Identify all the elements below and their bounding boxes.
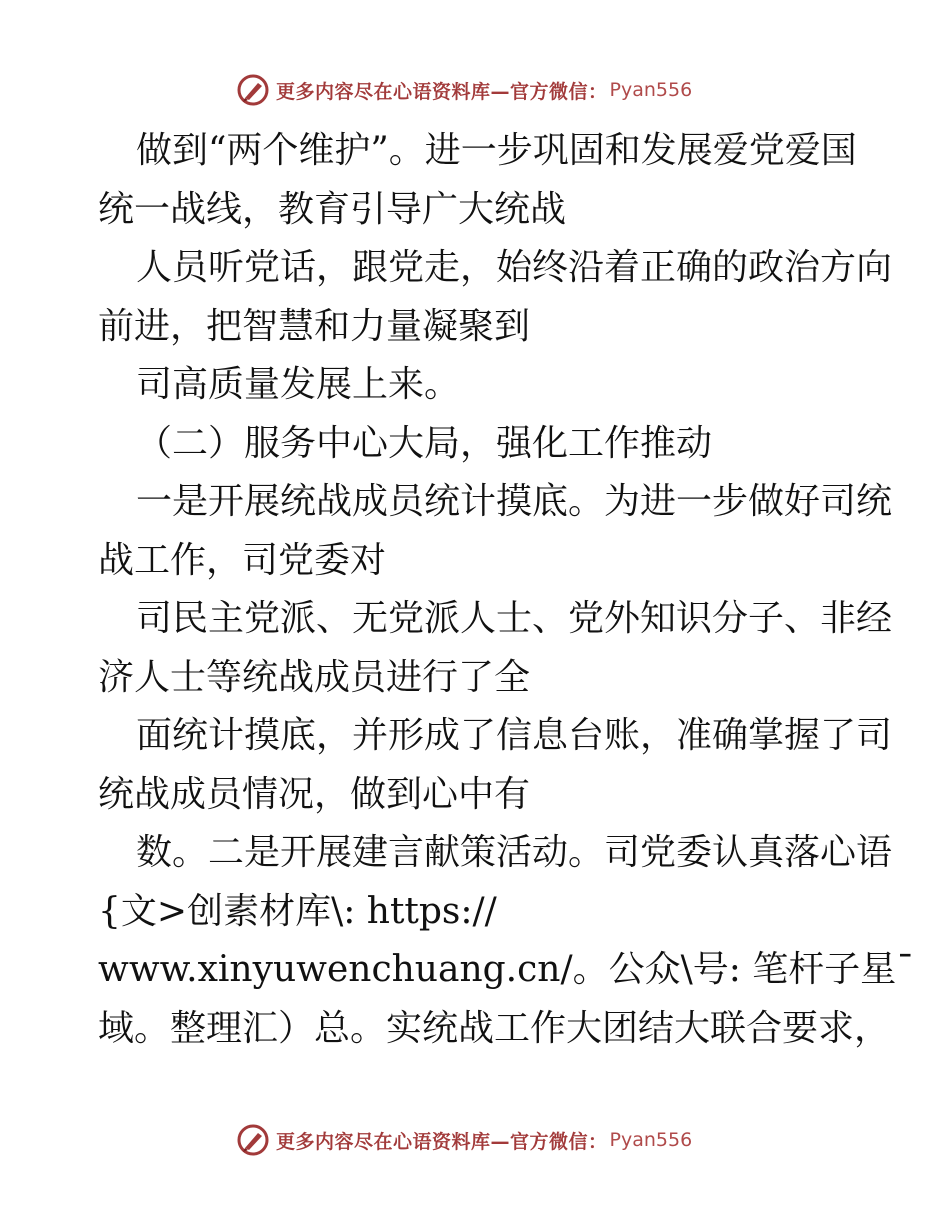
- body-line: 统战成员情况，做到心中有: [98, 773, 531, 815]
- watermark-wechat-id: Pyan556: [609, 1129, 693, 1151]
- watermark-banner-top: [236, 72, 692, 108]
- body-line: 战工作，司党委对: [98, 539, 387, 581]
- pen-logo-icon: [236, 73, 270, 107]
- section-heading: （二）服务中心大局，强化工作推动: [136, 422, 713, 464]
- body-line: 面统计摸底，并形成了信息台账，准确掌握了司: [136, 715, 893, 756]
- body-line: 做到“两个维护”。进一步巩固和发展爱党爱国: [136, 130, 857, 171]
- body-line: 司高质量发展上来。: [136, 364, 461, 405]
- watermark-brand-text: 更多内容尽在心语资料库—官方微信：: [276, 1130, 608, 1153]
- body-line: {文>创素材库\: https://: [98, 890, 497, 932]
- document-body: [98, 122, 915, 1058]
- body-line: 一是开展统战成员统计摸底。为进一步做好司统: [136, 481, 893, 522]
- body-line: 司民主党派、无党派人士、党外知识分子、非经: [136, 598, 893, 639]
- body-line: 数。二是开展建言献策活动。司党委认真落心语: [136, 832, 893, 873]
- pen-logo-icon: [236, 1123, 270, 1157]
- watermark-brand-text: 更多内容尽在心语资料库—官方微信：: [276, 80, 608, 103]
- watermark-banner-bottom: [236, 1122, 692, 1158]
- body-line: 前进，把智慧和力量凝聚到: [98, 305, 531, 347]
- body-line: 济人士等统战成员进行了全: [98, 656, 531, 698]
- body-line: 统一战线，教育引导广大统战: [98, 188, 567, 230]
- body-line: www.xinyuwenchuang.cn/。公众\号: 笔杆子星¯: [98, 949, 915, 990]
- body-line: 域。整理汇）总。实统战工作大团结大联合要求，: [98, 1007, 891, 1049]
- watermark-wechat-id: Pyan556: [609, 79, 693, 101]
- body-line: 人员听党话，跟党走，始终沿着正确的政治方向: [136, 247, 893, 288]
